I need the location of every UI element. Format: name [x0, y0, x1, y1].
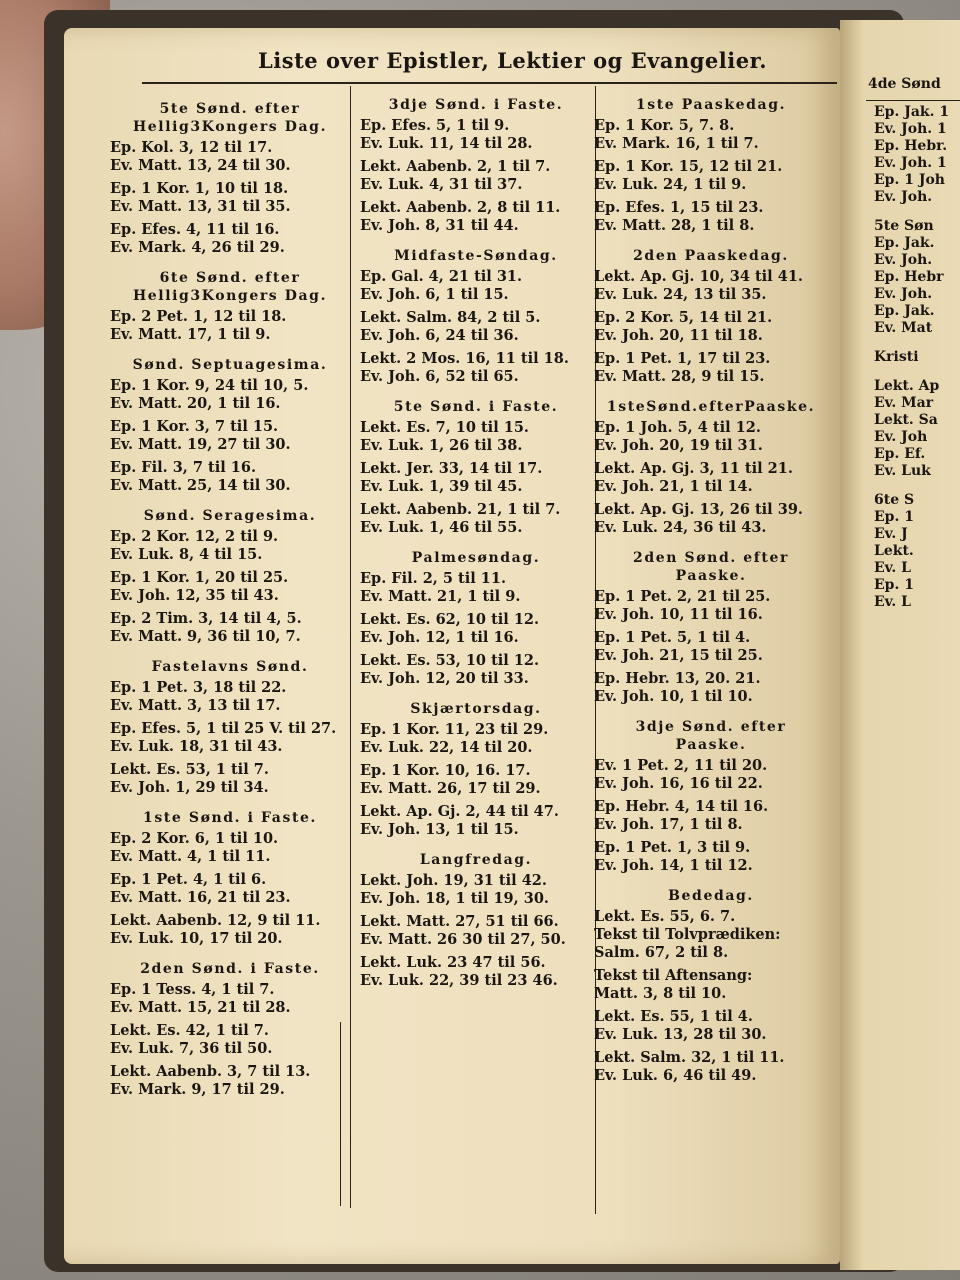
reading-pair [594, 460, 828, 496]
section-title: 2den Sønd. efter Paaske. [633, 550, 789, 584]
reading-section [594, 398, 828, 537]
reading-pair [360, 611, 592, 647]
reading-line: Ev. Matt. 25, 14 til 30. [110, 477, 291, 494]
facing-page-line: Ep. 1 [874, 509, 914, 525]
reading-line: Lekt. Matt. 27, 51 til 66. [360, 913, 559, 930]
reading-line: Ep. 1 Pet. 3, 18 til 22. [110, 679, 287, 696]
reading-line: Lekt. Es. 55, 6. 7. [594, 908, 736, 925]
reading-pair [594, 967, 828, 1003]
reading-line: Ep. 1 Kor. 1, 10 til 18. [110, 180, 289, 197]
reading-line: Ev. Matt. 26 30 til 27, 50. [360, 931, 566, 948]
reading-pair [360, 762, 592, 798]
reading-line: Ev. Joh. 6, 24 til 36. [360, 327, 519, 344]
reading-pair [360, 199, 592, 235]
facing-page-line: Ep. Jak. 1 [874, 104, 950, 120]
reading-line: Lekt. Ap. Gj. 3, 11 til 21. [594, 460, 793, 477]
facing-page-line: Lekt. Sa [874, 412, 938, 428]
section-title: 2den Paaskedag. [633, 248, 789, 264]
reading-pair [594, 350, 828, 386]
facing-page-line: Ev. Joh [874, 429, 928, 445]
reading-line: Ep. 1 Pet. 1, 17 til 23. [594, 350, 771, 367]
facing-page-line: Ev. Joh. 1 [874, 121, 947, 137]
reading-pair [594, 309, 828, 345]
reading-pair [360, 158, 592, 194]
reading-line: Ev. Matt. 26, 17 til 29. [360, 780, 541, 797]
reading-line: Ev. Luk. 6, 46 til 49. [594, 1067, 757, 1084]
reading-line: Ep. 2 Kor. 6, 1 til 10. [110, 830, 279, 847]
section-title: Bededag. [668, 888, 754, 904]
reading-pair [110, 180, 350, 216]
reading-pair [594, 670, 828, 706]
reading-line: Lekt. Es. 42, 1 til 7. [110, 1022, 269, 1039]
reading-line: Ev. Matt. 28, 1 til 8. [594, 217, 755, 234]
reading-line: Ep. 1 Pet. 5, 1 til 4. [594, 629, 751, 646]
reading-section [594, 887, 828, 1085]
reading-line: Ep. 1 Kor. 9, 24 til 10, 5. [110, 377, 309, 394]
reading-line: Ep. 1 Kor. 15, 12 til 21. [594, 158, 783, 175]
reading-pair [594, 839, 828, 875]
reading-pair [110, 871, 350, 907]
reading-pair [110, 459, 350, 495]
section-title: Midfaste-Søndag. [394, 248, 558, 264]
reading-line: Ep. 1 Pet. 2, 21 til 25. [594, 588, 771, 605]
reading-line: Ev. Joh. 6, 1 til 15. [360, 286, 509, 303]
column-3 [594, 96, 828, 1097]
section-title: Palmesøndag. [411, 550, 541, 566]
reading-line: Ev. Joh. 14, 1 til 12. [594, 857, 753, 874]
reading-pair [594, 158, 828, 194]
reading-line: Ev. Luk. 4, 31 til 37. [360, 176, 523, 193]
reading-pair [360, 117, 592, 153]
reading-section [360, 851, 592, 990]
section-title: 2den Sønd. i Faste. [140, 961, 320, 977]
reading-line: Ev. Luk. 7, 36 til 50. [110, 1040, 273, 1057]
section-title: Sønd. Septuagesima. [132, 357, 328, 373]
section-title: Langfredag. [419, 852, 533, 868]
facing-page-line: Ep. 1 [874, 577, 914, 593]
reading-section [110, 100, 350, 257]
reading-line: Ev. Joh. 8, 31 til 44. [360, 217, 519, 234]
reading-line: Ep. 2 Pet. 1, 12 til 18. [110, 308, 287, 325]
reading-section [594, 718, 828, 875]
reading-pair [360, 721, 592, 757]
reading-line: Ev. Matt. 15, 21 til 28. [110, 999, 291, 1016]
reading-line: Ev. Joh. 17, 1 til 8. [594, 816, 743, 833]
facing-page-line: Ep. Hebr [874, 269, 944, 285]
reading-pair [594, 117, 828, 153]
facing-page-header: 4de Sønd [868, 76, 941, 92]
reading-line: Ep. 2 Tim. 3, 14 til 4, 5. [110, 610, 302, 627]
reading-pair [110, 720, 350, 756]
reading-line: Ev. Joh. 20, 11 til 18. [594, 327, 763, 344]
facing-page-line: Ep. Jak. [874, 303, 935, 319]
section-title: Fastelavns Sønd. [151, 659, 309, 675]
reading-pair [110, 830, 350, 866]
reading-line: Ev. Luk. 11, 14 til 28. [360, 135, 533, 152]
reading-line: Lekt. Jer. 33, 14 til 17. [360, 460, 543, 477]
reading-line: Ev. Matt. 17, 1 til 9. [110, 326, 271, 343]
reading-line: Ev. Joh. 18, 1 til 19, 30. [360, 890, 549, 907]
reading-line: Ev. Matt. 13, 31 til 35. [110, 198, 291, 215]
reading-line: Lekt. Es. 62, 10 til 12. [360, 611, 540, 628]
page-title: Liste over Epistler, Lektier og Evangelier. [258, 48, 768, 73]
reading-pair [360, 419, 592, 455]
facing-page-line: Ev. Joh. [874, 286, 933, 302]
reading-section [110, 356, 350, 495]
facing-page-gap [874, 480, 960, 492]
facing-page-line: Lekt. [874, 543, 914, 559]
facing-page-column [874, 104, 960, 611]
reading-pair [360, 803, 592, 839]
facing-page-line: Ep. Hebr. [874, 138, 948, 154]
reading-pair [110, 221, 350, 257]
reading-pair [360, 570, 592, 606]
section-title: Skjærtorsdag. [410, 701, 542, 717]
reading-pair [594, 1008, 828, 1044]
facing-page-line: Ev. Joh. 1 [874, 155, 947, 171]
reading-line: Lekt. Ap. Gj. 10, 34 til 41. [594, 268, 803, 285]
reading-line: Lekt. Ap. Gj. 2, 44 til 47. [360, 803, 559, 820]
reading-pair [594, 908, 828, 962]
reading-line: Lekt. Es. 55, 1 til 4. [594, 1008, 753, 1025]
reading-pair [594, 798, 828, 834]
reading-pair [110, 569, 350, 605]
facing-page-line: Ev. Joh. [874, 252, 933, 268]
facing-page-divider [866, 100, 960, 101]
reading-pair [360, 309, 592, 345]
facing-page-gap [874, 337, 960, 349]
reading-line: Ev. Matt. 20, 1 til 16. [110, 395, 281, 412]
reading-line: Ep. Gal. 4, 21 til 31. [360, 268, 523, 285]
reading-line: Ep. Fil. 2, 5 til 11. [360, 570, 507, 587]
reading-line: Ep. Efes. 4, 11 til 16. [110, 221, 280, 238]
reading-line: Lekt. Luk. 23 47 til 56. [360, 954, 546, 971]
section-title: 1ste Sønd. i Faste. [142, 810, 317, 826]
reading-line: Ep. 2 Kor. 5, 14 til 21. [594, 309, 773, 326]
facing-page-line: 5te Søn [874, 218, 934, 234]
section-title: 5te Sønd. efter Hellig3Kongers Dag. [132, 101, 328, 135]
facing-page-line: Ep. 1 Joh [874, 172, 945, 188]
reading-pair [110, 1022, 350, 1058]
reading-pair [110, 308, 350, 344]
facing-page-line: Kristi [874, 349, 919, 365]
reading-pair [360, 872, 592, 908]
reading-pair [110, 679, 350, 715]
reading-line: Ep. Fil. 3, 7 til 16. [110, 459, 257, 476]
facing-page-line: Ev. Luk [874, 463, 931, 479]
reading-section [360, 96, 592, 235]
reading-line: Ep. Hebr. 13, 20. 21. [594, 670, 761, 687]
column-2 [360, 96, 592, 1002]
reading-section [360, 247, 592, 386]
reading-pair [110, 1063, 350, 1099]
reading-pair [110, 377, 350, 413]
facing-page-line: Ev. L [874, 560, 911, 576]
reading-pair [110, 610, 350, 646]
reading-line: Lekt. Aabenb. 21, 1 til 7. [360, 501, 561, 518]
reading-line: Ev. Joh. 10, 1 til 10. [594, 688, 753, 705]
reading-pair [110, 139, 350, 175]
facing-page-gap [874, 206, 960, 218]
reading-line: Lekt. Joh. 19, 31 til 42. [360, 872, 547, 889]
reading-line: Lekt. Salm. 32, 1 til 11. [594, 1049, 785, 1066]
reading-line: Ev. Luk. 22, 14 til 20. [360, 739, 533, 756]
reading-line: Salm. 67, 2 til 8. [594, 944, 729, 961]
reading-line: Tekst til Aftensang: [594, 967, 753, 984]
reading-line: Ev. Luk. 24, 13 til 35. [594, 286, 767, 303]
reading-line: Ep. 1 Pet. 1, 3 til 9. [594, 839, 751, 856]
reading-pair [594, 1049, 828, 1085]
reading-line: Ev. Joh. 13, 1 til 15. [360, 821, 519, 838]
reading-line: Ep. Efes. 1, 15 til 23. [594, 199, 764, 216]
reading-section [594, 96, 828, 235]
column-divider-1 [350, 86, 351, 1208]
section-title: 3dje Sønd. i Faste. [388, 97, 564, 113]
reading-line: Ep. Efes. 5, 1 til 25 V. til 27. [110, 720, 337, 737]
section-title: 1ste Paaskedag. [635, 97, 787, 113]
reading-line: Ep. Efes. 5, 1 til 9. [360, 117, 510, 134]
reading-line: Ev. 1 Pet. 2, 11 til 20. [594, 757, 768, 774]
reading-line: Lekt. Aabenb. 12, 9 til 11. [110, 912, 321, 929]
reading-line: Ev. Luk. 22, 39 til 23 46. [360, 972, 558, 989]
reading-line: Ev. Luk. 1, 39 til 45. [360, 478, 523, 495]
facing-page-line: Ev. Mat [874, 320, 933, 336]
reading-line: Ev. Matt. 4, 1 til 11. [110, 848, 271, 865]
reading-line: Ev. Joh. 6, 52 til 65. [360, 368, 519, 385]
reading-line: Ev. Luk. 24, 1 til 9. [594, 176, 747, 193]
reading-line: Ev. Matt. 21, 1 til 9. [360, 588, 521, 605]
reading-pair [360, 268, 592, 304]
reading-pair [594, 629, 828, 665]
reading-line: Matt. 3, 8 til 10. [594, 985, 727, 1002]
reading-pair [594, 501, 828, 537]
reading-pair [594, 588, 828, 624]
reading-line: Ev. Mark. 9, 17 til 29. [110, 1081, 285, 1098]
reading-pair [360, 913, 592, 949]
reading-line: Lekt. Ap. Gj. 13, 26 til 39. [594, 501, 803, 518]
reading-section [110, 269, 350, 344]
reading-line: Lekt. Aabenb. 3, 7 til 13. [110, 1063, 311, 1080]
reading-section [110, 507, 350, 646]
reading-pair [110, 761, 350, 797]
reading-line: Ep. 1 Tess. 4, 1 til 7. [110, 981, 275, 998]
facing-page-line: Ev. J [874, 526, 908, 542]
section-title: 6te Sønd. efter Hellig3Kongers Dag. [132, 270, 328, 304]
facing-page-line: Ev. Mar [874, 395, 934, 411]
reading-line: Ep. Hebr. 4, 14 til 16. [594, 798, 769, 815]
section-title: 5te Sønd. i Faste. [393, 399, 559, 415]
reading-line: Ep. 1 Pet. 4, 1 til 6. [110, 871, 267, 888]
reading-section [110, 960, 350, 1099]
reading-pair [110, 981, 350, 1017]
reading-line: Ev. Matt. 16, 21 til 23. [110, 889, 291, 906]
facing-page-line: Lekt. Ap [874, 378, 940, 394]
reading-pair [594, 757, 828, 793]
reading-line: Ev. Joh. 12, 20 til 33. [360, 670, 529, 687]
reading-pair [360, 350, 592, 386]
facing-page-line: Ev. L [874, 594, 911, 610]
reading-line: Ev. Matt. 9, 36 til 10, 7. [110, 628, 301, 645]
reading-section [360, 700, 592, 839]
reading-pair [360, 954, 592, 990]
section-title: 3dje Sønd. efter Paaske. [635, 719, 787, 753]
reading-section [594, 549, 828, 706]
reading-pair [594, 268, 828, 304]
reading-pair [594, 419, 828, 455]
reading-line: Ev. Joh. 21, 15 til 25. [594, 647, 763, 664]
reading-line: Ev. Luk. 18, 31 til 43. [110, 738, 283, 755]
reading-line: Ev. Mark. 4, 26 til 29. [110, 239, 285, 256]
reading-line: Ev. Mark. 16, 1 til 7. [594, 135, 759, 152]
reading-line: Ep. 1 Kor. 1, 20 til 25. [110, 569, 289, 586]
reading-line: Ev. Luk. 8, 4 til 15. [110, 546, 263, 563]
reading-line: Ev. Matt. 3, 13 til 17. [110, 697, 281, 714]
reading-line: Ev. Matt. 28, 9 til 15. [594, 368, 765, 385]
reading-section [110, 658, 350, 797]
reading-line: Ev. Luk. 1, 46 til 55. [360, 519, 523, 536]
reading-section [594, 247, 828, 386]
facing-page-gap [874, 366, 960, 378]
reading-line: Ep. Kol. 3, 12 til 17. [110, 139, 273, 156]
reading-pair [110, 912, 350, 948]
reading-pair [594, 199, 828, 235]
reading-line: Ev. Matt. 13, 24 til 30. [110, 157, 291, 174]
reading-line: Lekt. 2 Mos. 16, 11 til 18. [360, 350, 569, 367]
reading-line: Ep. 2 Kor. 12, 2 til 9. [110, 528, 279, 545]
reading-pair [110, 418, 350, 454]
reading-line: Ep. 1 Kor. 11, 23 til 29. [360, 721, 549, 738]
reading-line: Ev. Joh. 20, 19 til 31. [594, 437, 763, 454]
reading-line: Lekt. Es. 7, 10 til 15. [360, 419, 529, 436]
reading-pair [360, 501, 592, 537]
reading-line: Ev. Luk. 1, 26 til 38. [360, 437, 523, 454]
reading-pair [110, 528, 350, 564]
reading-section [360, 549, 592, 688]
reading-line: Ev. Luk. 10, 17 til 20. [110, 930, 283, 947]
reading-line: Ev. Joh. 12, 1 til 16. [360, 629, 519, 646]
reading-line: Ev. Luk. 24, 36 til 43. [594, 519, 767, 536]
facing-page-line: 6te S [874, 492, 915, 508]
reading-line: Lekt. Aabenb. 2, 8 til 11. [360, 199, 561, 216]
reading-line: Ep. 1 Kor. 3, 7 til 15. [110, 418, 279, 435]
reading-line: Lekt. Es. 53, 1 til 7. [110, 761, 269, 778]
reading-line: Ev. Joh. 1, 29 til 34. [110, 779, 269, 796]
reading-line: Ev. Joh. 16, 16 til 22. [594, 775, 763, 792]
reading-line: Ev. Joh. 21, 1 til 14. [594, 478, 753, 495]
reading-line: Ev. Joh. 12, 35 til 43. [110, 587, 279, 604]
reading-line: Ep. 1 Joh. 5, 4 til 12. [594, 419, 761, 436]
reading-line: Lekt. Es. 53, 10 til 12. [360, 652, 540, 669]
facing-page-line: Ev. Joh. [874, 189, 933, 205]
facing-page-line: Ep. Ef. [874, 446, 926, 462]
reading-line: Ev. Joh. 10, 11 til 16. [594, 606, 763, 623]
reading-line: Lekt. Salm. 84, 2 til 5. [360, 309, 541, 326]
column-1 [110, 100, 350, 1111]
reading-line: Tekst til Tolvprædiken: [594, 926, 781, 943]
header-divider [142, 82, 837, 84]
section-title: 1steSønd.efterPaaske. [606, 399, 816, 415]
reading-pair [360, 652, 592, 688]
reading-section [110, 809, 350, 948]
section-title: Sønd. Seragesima. [143, 508, 317, 524]
facing-page-line: Ep. Jak. [874, 235, 935, 251]
reading-line: Ep. 1 Kor. 10, 16. 17. [360, 762, 531, 779]
reading-pair [360, 460, 592, 496]
reading-line: Ep. 1 Kor. 5, 7. 8. [594, 117, 735, 134]
reading-line: Ev. Matt. 19, 27 til 30. [110, 436, 291, 453]
reading-section [360, 398, 592, 537]
reading-line: Ev. Luk. 13, 28 til 30. [594, 1026, 767, 1043]
reading-line: Lekt. Aabenb. 2, 1 til 7. [360, 158, 551, 175]
